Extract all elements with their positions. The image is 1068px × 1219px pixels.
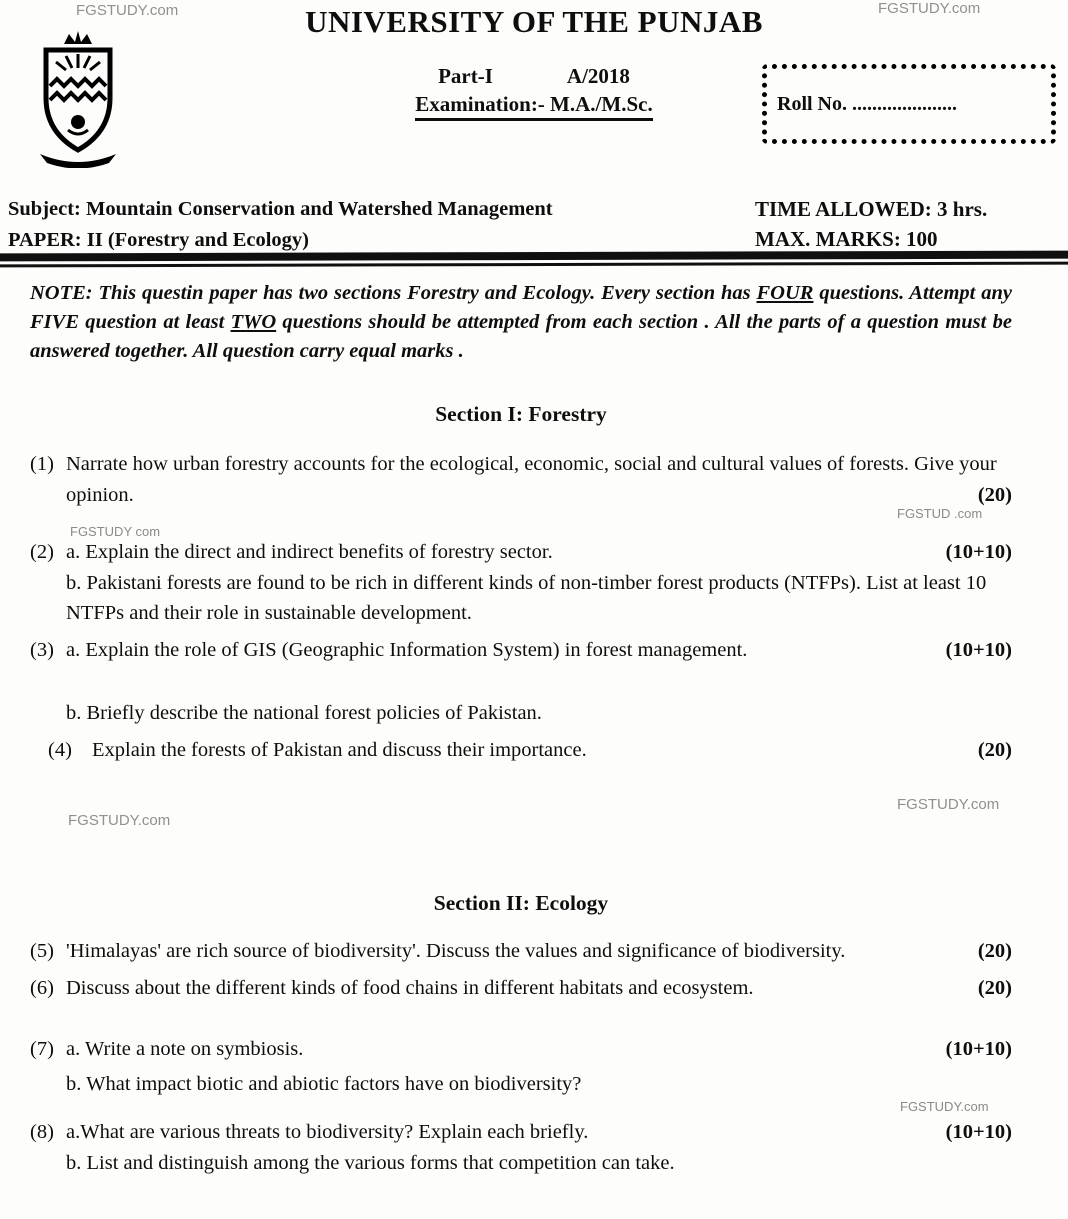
question-5-text: 'Himalayas' are rich source of biodiversity'. Discuss the values and significance of biodiversity.	[66, 940, 846, 963]
header-rule	[0, 251, 1068, 268]
question-3-part-b: b. Briefly describe the national forest policies of Pakistan.	[66, 701, 542, 724]
paper-body	[0, 279, 1068, 1179]
note-part-3: questions should be attempted from each section . All the parts of a question must be answered together. All question carry equal marks .	[30, 311, 1012, 363]
roll-no-box	[762, 64, 1056, 144]
question-6	[30, 973, 1012, 1004]
question-6-marks: (20)	[977, 977, 1012, 1000]
question-8-part-b: b. List and distinguish among the various forms that competition can take.	[66, 1152, 675, 1175]
roll-no-label: Roll No. .....................	[777, 92, 957, 115]
question-3-number: (3)	[30, 639, 54, 662]
question-3	[30, 635, 1012, 729]
time-allowed: TIME ALLOWED: 3 hrs.	[755, 197, 988, 221]
watermark-mid-left: FGSTUDY.com	[68, 812, 171, 829]
question-5-marks: (20)	[977, 940, 1012, 963]
question-3-marks: (10+10)	[945, 639, 1012, 662]
question-7	[30, 1034, 1012, 1100]
university-logo	[28, 30, 128, 168]
question-4-marks: (20)	[977, 738, 1012, 761]
question-1	[30, 449, 1012, 511]
question-6-text: Discuss about the different kinds of food chains in different habitats and ecosystem.	[66, 977, 754, 1000]
question-2-marks: (10+10)	[945, 540, 1012, 563]
question-2-part-b: b. Pakistani forests are found to be rich in different kinds of non-timber forest products (NTFPs). List at least 10 NTFPs and their role in sustainable development.	[66, 571, 987, 625]
section-2-title: Section II: Ecology	[433, 891, 609, 916]
subject-line: Subject: Mountain Conservation and Watershed Management	[8, 198, 553, 220]
question-8-marks: (10+10)	[945, 1121, 1012, 1144]
examination-line: Examination:- M.A./M.Sc.	[415, 92, 652, 121]
question-6-number: (6)	[30, 977, 54, 1000]
question-4-text: Explain the forests of Pakistan and discuss their importance.	[92, 738, 587, 761]
max-marks: MAX. MARKS: 100	[755, 227, 938, 252]
question-5-number: (5)	[30, 940, 54, 963]
question-7-marks: (10+10)	[945, 1037, 1012, 1060]
question-3-part-a: a. Explain the role of GIS (Geographic Information System) in forest management.	[66, 639, 748, 662]
question-4-number: (4)	[48, 738, 72, 761]
subject-block	[8, 194, 553, 256]
exam-note	[30, 279, 1012, 366]
paper-header	[0, 0, 1068, 267]
note-part-2: questions. Attempt any FIVE question at least	[30, 282, 1012, 334]
watermark-top-left: FGSTUDY.com	[76, 2, 179, 19]
note-four: FOUR	[756, 282, 814, 304]
question-8	[30, 1117, 1012, 1179]
question-7-part-b: b. What impact biotic and abiotic factors have on biodiversity?	[66, 1072, 582, 1095]
watermark-q1-right: FGSTUD .com	[897, 506, 983, 521]
watermark-mid-right: FGSTUDY.com	[897, 796, 1000, 813]
watermark-top-right: FGSTUDY.com	[878, 0, 981, 17]
question-1-marks: (20)	[977, 484, 1012, 507]
paper-line: PAPER: II (Forestry and Ecology)	[8, 228, 310, 251]
exam-part: Part-I	[438, 64, 493, 88]
question-8-number: (8)	[30, 1121, 54, 1144]
watermark-q1-left: FGSTUDY com	[70, 524, 161, 539]
note-part-1: NOTE: This questin paper has two sections Forestry and Ecology. Every section has	[30, 282, 757, 304]
question-2-part-a: a. Explain the direct and indirect benefits of forestry sector.	[66, 540, 553, 563]
question-4	[30, 735, 1012, 766]
section-1-title: Section I: Forestry	[435, 402, 607, 427]
question-1-text: Narrate how urban forestry accounts for the ecological, economic, social and cultural values of forests. Give your opinion.	[66, 453, 997, 507]
question-2-number: (2)	[30, 540, 54, 563]
exam-session: A/2018	[566, 64, 630, 88]
question-1-number: (1)	[30, 453, 54, 476]
question-7-number: (7)	[30, 1037, 54, 1060]
question-2	[30, 537, 1012, 629]
question-5	[30, 936, 1012, 967]
time-marks-block	[755, 194, 987, 255]
watermark-q7-right: FGSTUDY.com	[900, 1099, 989, 1114]
question-8-part-a: a.What are various threats to biodiversity? Explain each briefly.	[66, 1121, 589, 1144]
university-title: UNIVERSITY OF THE PUNJAB	[305, 4, 763, 39]
question-7-part-a: a. Write a note on symbiosis.	[66, 1037, 304, 1060]
note-two: TWO	[230, 311, 277, 334]
